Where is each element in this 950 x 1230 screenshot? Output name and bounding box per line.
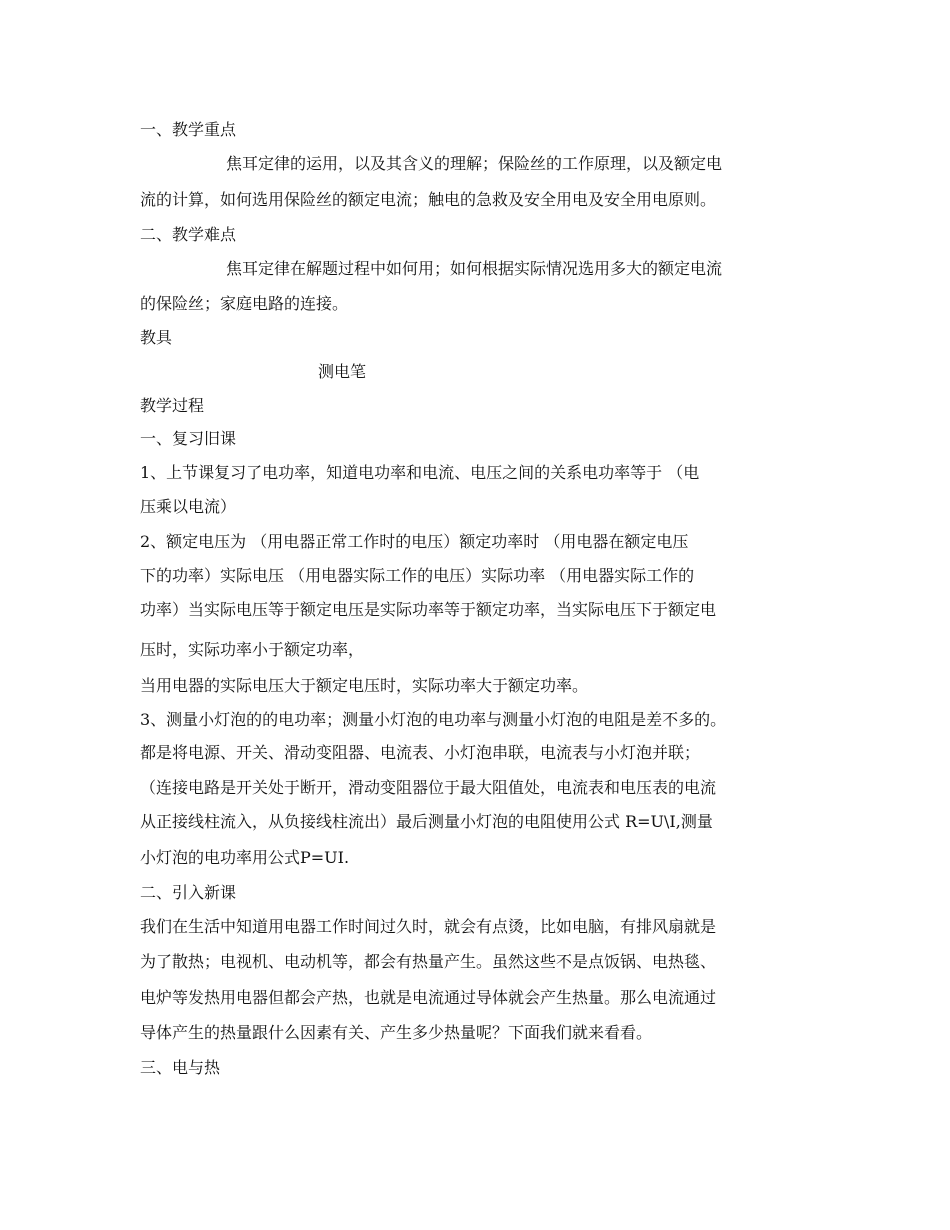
paragraph-line: 流的计算，如何选用保险丝的额定电流；触电的急救及安全用电及安全用电原则。 <box>140 190 717 209</box>
paragraph-line: 下的功率）实际电压 （用电器实际工作的电压）实际功率 （用电器实际工作的 <box>140 566 695 585</box>
section-heading: 三、电与热 <box>140 1058 221 1077</box>
paragraph-line: 为了散热；电视机、电动机等，都会有热量产生。虽然这些不是点饭锅、电热毯、 <box>140 952 717 971</box>
paragraph-line: 都是将电源、开关、滑动变阻器、电流表、小灯泡串联，电流表与小灯泡并联； <box>140 743 701 762</box>
paragraph-line: 导体产生的热量跟什么因素有关、产生多少热量呢？下面我们就来看看。 <box>140 1023 653 1042</box>
heading-teaching-difficulty: 二、教学难点 <box>140 225 237 244</box>
paragraph-line: 小灯泡的电功率用公式P=UI. <box>140 848 350 867</box>
section-heading: 一、复习旧课 <box>140 429 237 448</box>
paragraph-line: 压乘以电流） <box>140 497 237 516</box>
paragraph-line: 我们在生活中知道用电器工作时间过久时，就会有点烫，比如电脑，有排风扇就是 <box>140 917 717 936</box>
heading-teaching-focus: 一、教学重点 <box>140 120 237 139</box>
tool-item: 测电笔 <box>318 362 367 381</box>
paragraph-line: 2、额定电压为 （用电器正常工作时的电压）额定功率时 （用电器在额定电压 <box>140 532 689 551</box>
section-heading: 二、引入新课 <box>140 883 237 902</box>
paragraph-line: 焦耳定律的运用，以及其含义的理解；保险丝的工作原理，以及额定电 <box>226 154 723 173</box>
paragraph-line: 1、上节课复习了电功率，知道电功率和电流、电压之间的关系电功率等于 （电 <box>140 463 700 482</box>
paragraph-line: 功率）当实际电压等于额定电压是实际功率等于额定功率，当实际电压下于额定电 <box>140 600 717 619</box>
heading-teaching-process: 教学过程 <box>140 396 205 415</box>
paragraph-line: 电炉等发热用电器但都会产热，也就是电流通过导体就会产生热量。那么电流通过 <box>140 988 717 1007</box>
paragraph-line: 当用电器的实际电压大于额定电压时，实际功率大于额定功率。 <box>140 676 589 695</box>
paragraph-line: 从正接线柱流入，从负接线柱流出）最后测量小灯泡的电阻使用公式 R=U\I,测量 <box>140 812 713 831</box>
paragraph-line: （连接电路是开关处于断开，滑动变阻器位于最大阻值处，电流表和电压表的电流 <box>140 778 717 797</box>
paragraph-line: 焦耳定律在解题过程中如何用；如何根据实际情况选用多大的额定电流 <box>226 259 723 278</box>
paragraph-line: 压时，实际功率小于额定功率， <box>140 640 365 659</box>
paragraph-line: 3、测量小灯泡的的电功率；测量小灯泡的电功率与测量小灯泡的电阻是差不多的。 <box>140 710 727 729</box>
paragraph-line: 的保险丝；家庭电路的连接。 <box>140 294 349 313</box>
heading-teaching-tools: 教具 <box>140 328 173 347</box>
